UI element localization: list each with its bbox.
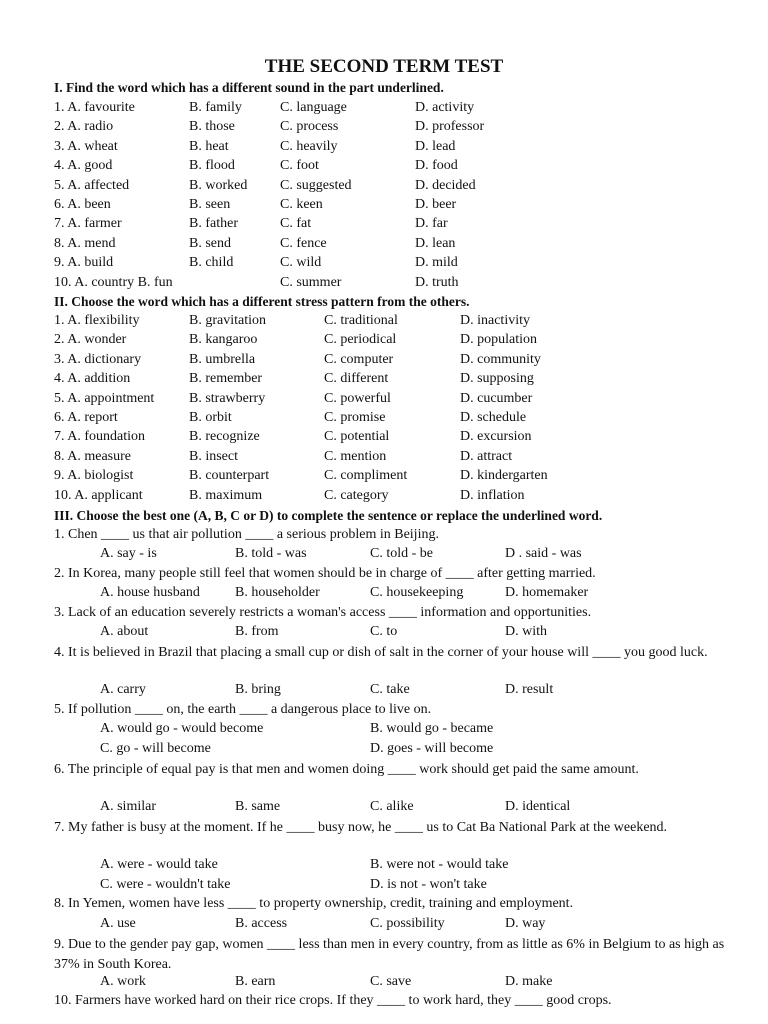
answer-option: B. would go - became [370,721,494,737]
answer-option: D. decided [415,177,476,193]
answer-option: C. potential [324,429,390,445]
answer-option: D. schedule [460,410,527,425]
answer-option: B. householder [235,585,320,601]
answer-option: B. send [189,235,231,251]
answer-option: B. father [189,216,238,232]
answer-option: D. far [415,216,448,232]
answer-option: C. foot [280,158,319,174]
answer-option: 9. A. biologist [54,468,134,484]
answer-option: 6. A. been [54,197,111,212]
answer-option: D. lean [415,235,456,251]
answer-option: D. activity [415,100,475,115]
answer-option: 6. A. report [54,410,118,425]
answer-option: B. gravitation [189,313,266,328]
answer-option: D. excursion [460,429,532,445]
answer-option: B. bring [235,682,281,698]
answer-option: C. take [370,682,410,698]
answer-option: C. language [280,100,347,115]
answer-option: A. were - would take [100,857,218,873]
answer-option: B. seen [189,197,231,212]
answer-option: D. make [505,974,553,989]
answer-option: C. were - wouldn't take [100,876,231,892]
question-text: 9. Due to the gender pay gap, women ____ less than men in every country, from as little as 6% in Belgium to as high as 37% in South Korea. [54,937,725,972]
answer-option: 2. A. wonder [54,332,127,348]
answer-option: B. strawberry [189,390,266,406]
answer-option: 4. A. addition [54,371,131,387]
answer-option: C. computer [324,351,394,367]
answer-option: C. mention [324,448,387,464]
answer-option: C. heavily [280,138,338,154]
answer-option: A. say - is [100,546,157,562]
answer-option: B. insect [189,448,238,464]
answer-option: B. kangaroo [189,332,258,348]
answer-option: C. powerful [324,390,391,406]
answer-option: A. house husband [100,585,200,601]
answer-option: C. summer [280,274,342,290]
answer-option: B. child [189,255,234,271]
answer-option: C. alike [370,799,414,814]
answer-option: C. process [280,119,339,135]
answer-option: D. cucumber [460,390,533,406]
answer-option: B. recognize [189,429,260,445]
answer-option: B. family [189,100,242,115]
answer-option: D. beer [415,197,457,212]
answer-option: A. use [100,915,136,931]
answer-option: C. suggested [280,177,352,193]
section-2-heading: II. Choose the word which has a different stress pattern from the others. [54,294,470,309]
page-title: THE SECOND TERM TEST [264,56,504,77]
answer-option: B. flood [189,158,235,174]
answer-option: C. wild [280,255,322,271]
question-text: 8. In Yemen, women have less ____ to property ownership, credit, training and employment. [54,896,574,912]
answer-option: B. counterpart [189,468,270,484]
answer-option: 1. A. favourite [54,100,135,115]
answer-option: C. keen [280,197,323,212]
answer-option: A. work [100,974,146,989]
answer-option: B. those [189,119,235,135]
section-1-heading: I. Find the word which has a different sound in the part underlined. [54,80,444,95]
answer-option: 10. A. applicant [54,487,143,503]
question-text: 2. In Korea, many people still feel that women should be in charge of ____ after getting married. [54,565,596,581]
answer-option: B. told - was [235,546,307,562]
answer-option: B. same [235,799,281,814]
answer-option: A. carry [100,682,146,698]
question-text: 4. It is believed in Brazil that placing a small cup or dish of salt in the corner of your house will ____ you good luck. [54,645,708,661]
answer-option: B. earn [235,974,276,989]
answer-option: B. from [235,624,279,639]
answer-option: D. attract [460,448,513,464]
answer-option: D . said - was [505,546,582,562]
answer-option: 10. A. country B. fun [54,274,173,290]
answer-option: C. traditional [324,313,398,328]
answer-option: D. truth [415,274,459,290]
question-text: 1. Chen ____ us that air pollution ____ a serious problem in Beijing. [54,527,439,542]
answer-option: C. possibility [370,915,445,931]
question-text: 7. My father is busy at the moment. If he ____ busy now, he ____ us to Cat Ba National Park at the weekend. [54,820,668,836]
answer-option: C. different [324,371,389,387]
question-text: 6. The principle of equal pay is that men and women doing ____ work should get paid the same amount. [54,762,639,777]
answer-option: D. with [505,624,547,639]
answer-option: D. goes - will become [370,740,494,756]
answer-option: D. professor [415,119,485,135]
question-text: 3. Lack of an education severely restricts a woman's access ____ information and opportunities. [54,604,592,620]
question-text: 10. Farmers have worked hard on their rice crops. If they ____ to work hard, they ____ good crops. [54,993,612,1009]
answer-option: 3. A. dictionary [54,351,142,367]
answer-option: C. fat [280,216,312,232]
answer-option: 5. A. appointment [54,390,155,406]
answer-option: C. to [370,624,398,639]
answer-option: C. compliment [324,468,408,484]
answer-option: 7. A. foundation [54,429,145,445]
answer-option: D. way [505,915,546,931]
answer-option: D. inactivity [460,313,530,328]
answer-option: 9. A. build [54,255,114,271]
answer-option: D. mild [415,255,458,271]
answer-option: C. housekeeping [370,585,464,601]
answer-option: 3. A. wheat [54,138,118,154]
answer-option: C. fence [280,235,327,251]
answer-option: B. remember [189,371,263,387]
section-3-heading: III. Choose the best one (A, B, C or D) to complete the sentence or replace the underlined word. [54,508,603,523]
answer-option: C. periodical [324,332,397,348]
answer-option: D. population [460,332,537,348]
answer-option: B. worked [189,177,248,193]
answer-option: B. access [235,915,288,931]
answer-option: D. community [460,351,541,367]
answer-option: B. orbit [189,410,232,425]
answer-option: 8. A. measure [54,448,131,464]
answer-option: 8. A. mend [54,235,116,251]
answer-option: 1. A. flexibility [54,313,140,328]
answer-option: B. heat [189,138,229,154]
answer-option: C. category [324,487,389,503]
answer-option: 2. A. radio [54,119,114,135]
answer-option: D. food [415,158,458,174]
answer-option: D. result [505,682,554,698]
answer-option: A. similar [100,799,156,814]
answer-option: D. inflation [460,487,525,503]
answer-option: D. identical [505,799,571,814]
answer-option: B. umbrella [189,351,256,367]
answer-option: C. go - will become [100,740,211,756]
answer-option: 4. A. good [54,158,113,174]
answer-option: A. about [100,624,149,639]
answer-option: D. lead [415,138,456,154]
answer-option: C. promise [324,410,386,425]
answer-option: 5. A. affected [54,177,130,193]
answer-option: 7. A. farmer [54,216,122,232]
answer-option: D. is not - won't take [370,876,487,892]
answer-option: B. maximum [189,487,263,503]
answer-option: D. homemaker [505,585,589,601]
question-text: 5. If pollution ____ on, the earth ____ a dangerous place to live on. [54,701,432,717]
answer-option: D. supposing [460,371,534,387]
answer-option: C. save [370,974,412,989]
answer-option: A. would go - would become [100,721,264,737]
answer-option: C. told - be [370,546,433,562]
answer-option: B. were not - would take [370,857,509,873]
answer-option: D. kindergarten [460,468,548,484]
